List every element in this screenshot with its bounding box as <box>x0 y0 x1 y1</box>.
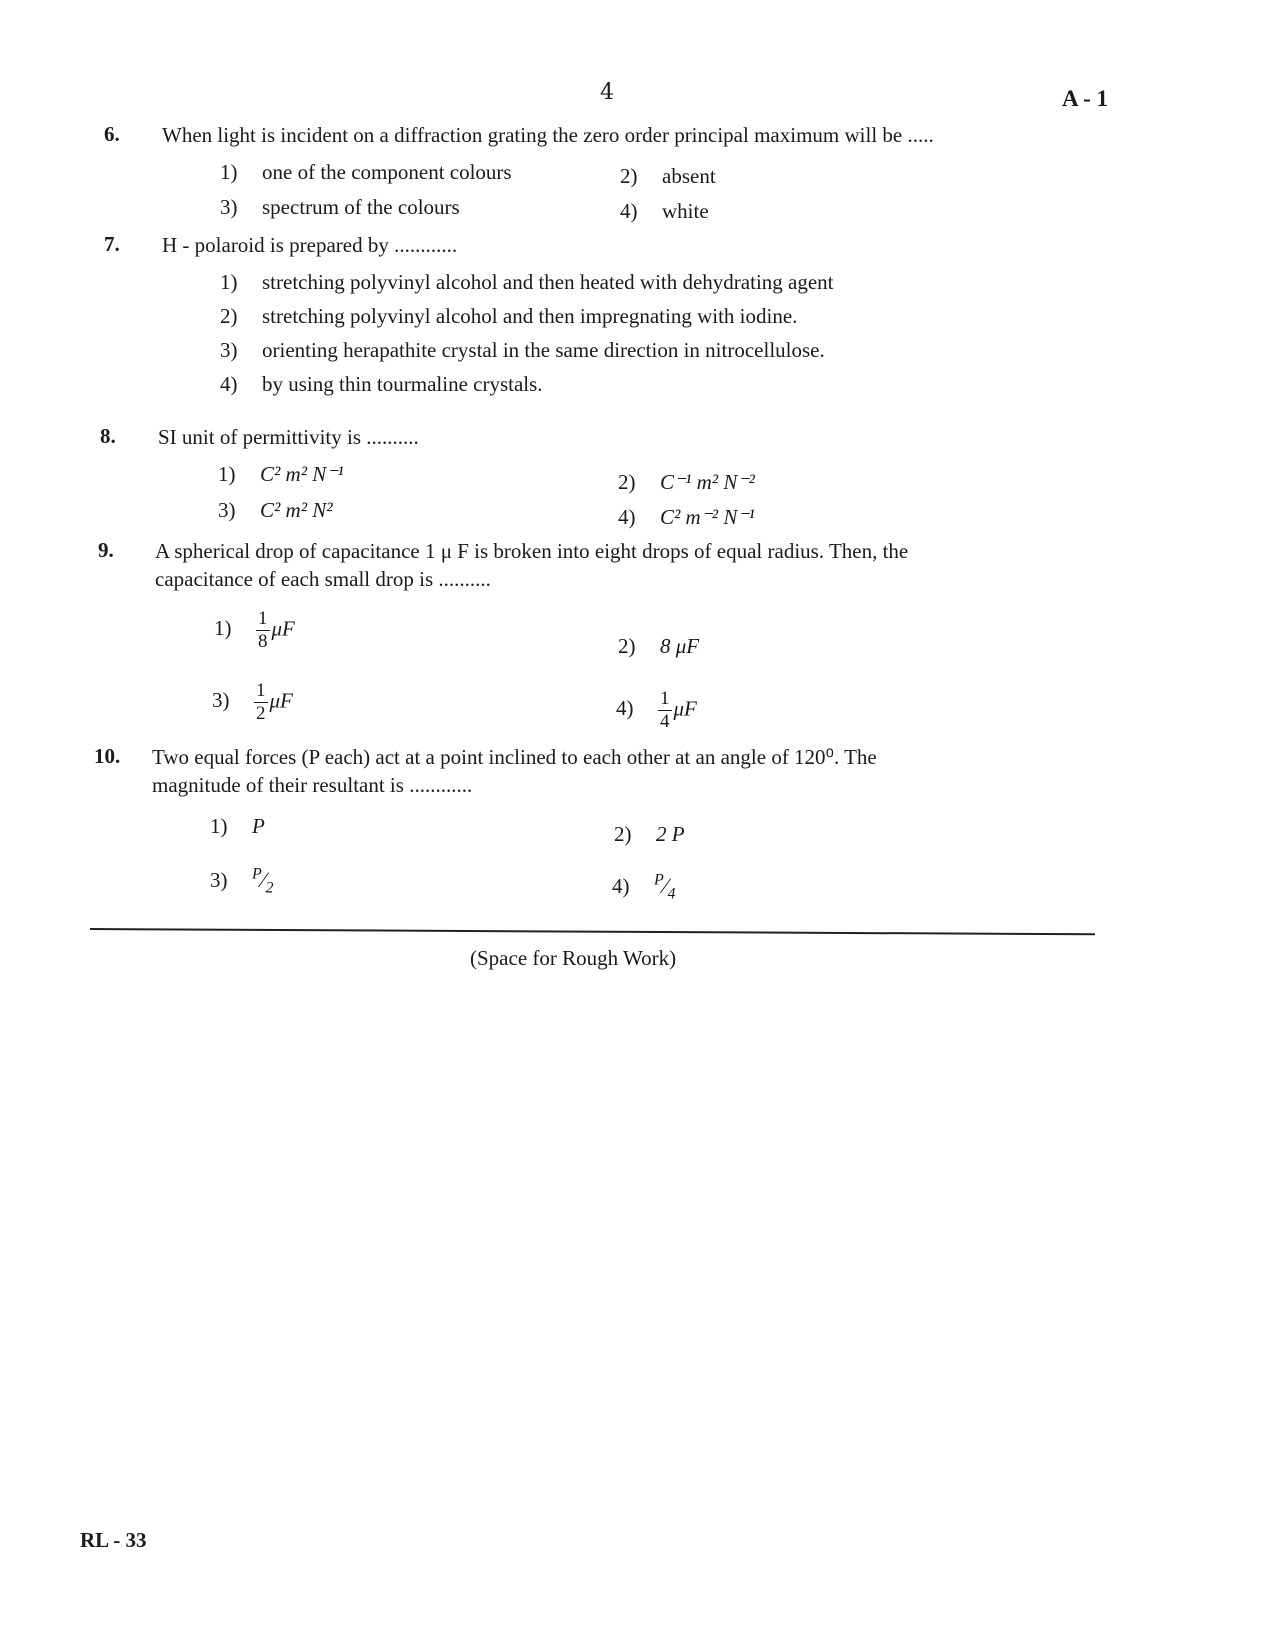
option-text: C² m² N⁻¹ <box>260 462 344 486</box>
option-unit: μF <box>271 616 295 641</box>
option-unit: μF <box>673 696 697 721</box>
option-number: 4) <box>612 874 630 899</box>
option-unit: μF <box>269 688 293 713</box>
option <box>612 872 675 904</box>
option-number: 2) <box>620 164 638 188</box>
option-text: 8 μF <box>660 634 700 658</box>
option <box>218 498 333 523</box>
option-text: stretching polyvinyl alcohol and then impregnating with iodine. <box>262 304 798 328</box>
option-number: 3) <box>210 868 228 893</box>
question-number: 6. <box>104 122 120 146</box>
option <box>620 164 716 189</box>
option-text: by using thin tourmaline crystals. <box>262 372 543 396</box>
option-number: 1) <box>220 160 238 184</box>
option-text: C² m² N² <box>260 498 333 522</box>
option-number: 1) <box>220 270 238 294</box>
option-text: orienting herapathite crystal in the same direction in nitrocellulose. <box>262 338 825 362</box>
option <box>618 634 699 659</box>
option-number: 2) <box>618 470 636 494</box>
fraction-denominator: 8 <box>258 631 268 652</box>
question-text: H - polaroid is prepared by ............ <box>162 233 458 257</box>
option <box>618 505 755 530</box>
option-number: 3) <box>218 498 236 522</box>
option-text: stretching polyvinyl alcohol and then heated with dehydrating agent <box>262 270 834 294</box>
slash-fraction: $^P⁄_4$ <box>654 872 676 903</box>
paper-code: A - 1 <box>1062 86 1108 111</box>
option <box>220 195 460 220</box>
option-text: absent <box>662 164 716 188</box>
option-number: 3) <box>220 195 238 219</box>
question-number: 10. <box>94 744 121 768</box>
option-number: 1) <box>218 462 236 486</box>
option-number: 2) <box>220 304 238 328</box>
option <box>220 338 825 363</box>
option-text: white <box>662 199 709 223</box>
question-number: 8. <box>100 424 116 448</box>
option-text: C² m⁻² N⁻¹ <box>660 505 755 529</box>
option-number: 2) <box>614 822 632 846</box>
option-number: 1) <box>210 814 228 838</box>
fraction-numerator: 1 <box>258 608 268 629</box>
option-number: 1) <box>214 616 232 641</box>
fraction-numerator: 1 <box>256 680 266 701</box>
option <box>220 304 797 329</box>
option-number: 2) <box>618 634 636 658</box>
question-text: When light is incident on a diffraction grating the zero order principal maximum will be ..... <box>162 123 934 147</box>
option <box>620 199 709 224</box>
fraction <box>256 608 270 653</box>
option <box>220 372 543 397</box>
option-text: P <box>252 814 265 838</box>
option <box>218 462 344 487</box>
footer-code: RL - 33 <box>80 1528 147 1552</box>
question-text-line-1: A spherical drop of capacitance 1 μ F is broken into eight drops of equal radius. Then, the <box>155 539 909 563</box>
fraction <box>658 688 672 733</box>
question-text-line-2: magnitude of their resultant is ............ <box>152 773 473 797</box>
fraction-numerator: 1 <box>660 688 670 709</box>
option-text: C⁻¹ m² N⁻² <box>660 470 755 494</box>
option <box>616 688 697 733</box>
option <box>614 822 685 847</box>
question-number: 7. <box>104 232 120 256</box>
page-number: 4 <box>600 80 614 105</box>
option-text: 2 P <box>656 822 685 846</box>
option-text: one of the component colours <box>262 160 512 184</box>
option <box>220 160 512 185</box>
question-text-line-1: Two equal forces (P each) act at a point inclined to each other at an angle of 120⁰. The <box>152 745 877 769</box>
fraction-denominator: 2 <box>256 703 266 724</box>
option <box>210 866 273 898</box>
option-number: 3) <box>220 338 238 362</box>
option-number: 4) <box>620 199 638 223</box>
rough-work-label: (Space for Rough Work) <box>470 946 677 970</box>
question-text: SI unit of permittivity is .......... <box>158 425 419 449</box>
slash-fraction-bottom: 2 <box>265 879 274 897</box>
option <box>214 608 295 653</box>
option-number: 4) <box>618 505 636 529</box>
slash-fraction: $^P⁄_2$ <box>252 866 274 897</box>
option <box>212 680 293 725</box>
slash-fraction-bottom: 4 <box>667 885 676 903</box>
option <box>210 814 265 839</box>
question-text-line-2: capacitance of each small drop is .......... <box>155 567 491 591</box>
option-number: 4) <box>220 372 238 396</box>
option-text: spectrum of the colours <box>262 195 460 219</box>
divider-line <box>90 928 1095 935</box>
option-number: 4) <box>616 696 634 721</box>
fraction <box>254 680 268 725</box>
slash-fraction-top: P <box>654 872 664 889</box>
option-number: 3) <box>212 688 230 713</box>
question-number: 9. <box>98 538 114 562</box>
fraction-denominator: 4 <box>660 711 670 732</box>
option <box>618 470 755 495</box>
option <box>220 270 834 295</box>
slash-fraction-top: P <box>252 866 262 883</box>
